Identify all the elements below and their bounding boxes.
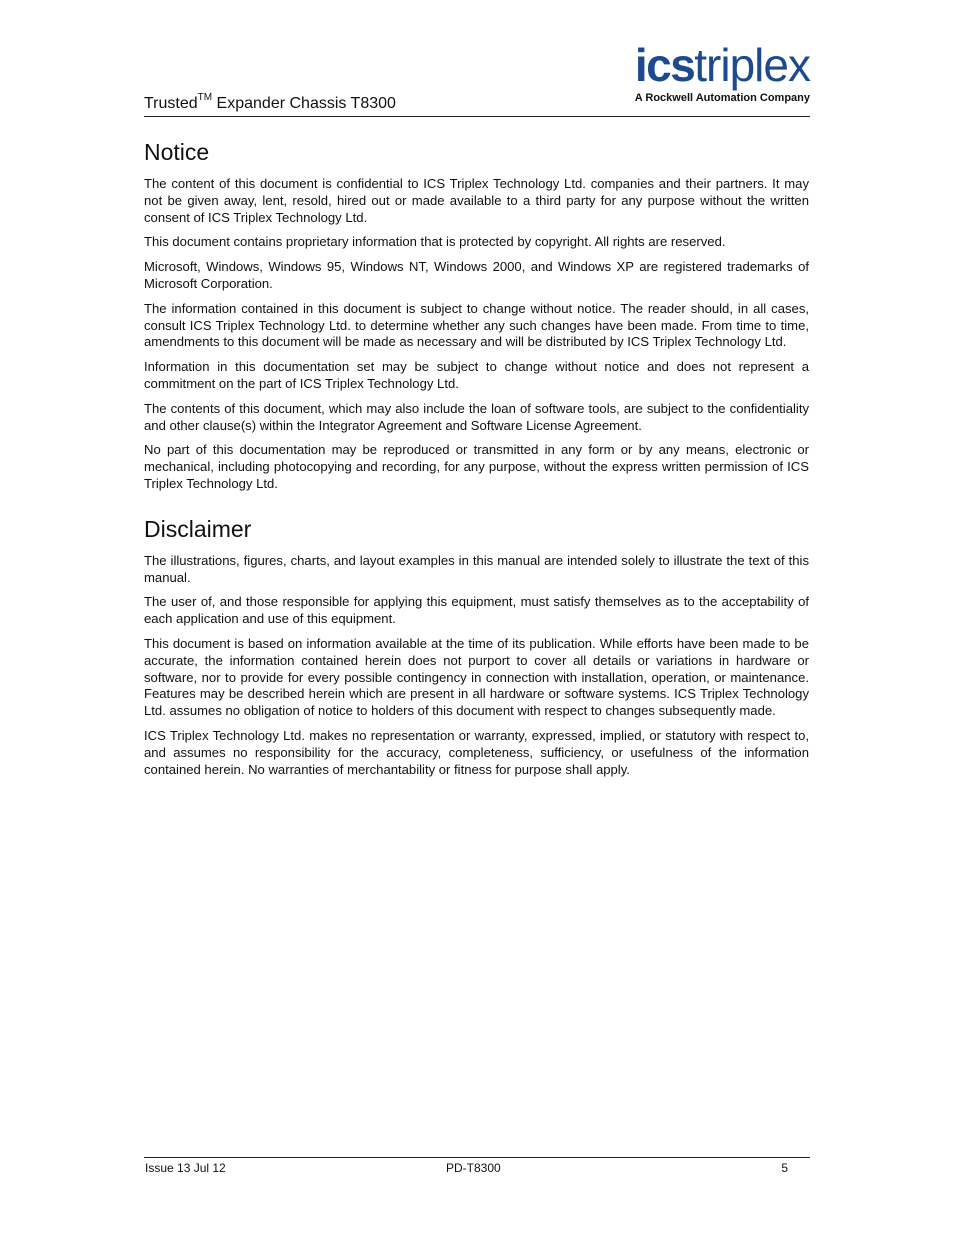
footer-page-number: 5	[781, 1161, 788, 1175]
notice-paragraph: The information contained in this document is subject to change without notice. The reader should, in all cases, consult ICS Triplex Technology Ltd. to determine whether any such changes have been made. From time to time, amendments to this document will be made as necessary and will be distributed by ICS Triplex Technology Ltd.	[144, 300, 809, 350]
notice-paragraph: This document contains proprietary information that is protected by copyright. All rights are reserved.	[144, 234, 726, 250]
logo-triplex-text: triplex	[694, 39, 810, 91]
page-content	[144, 138, 809, 786]
notice-paragraph: The contents of this document, which may also include the loan of software tools, are subject to the confidentiality and other clause(s) within the Integrator Agreement and Software License Agreement.	[144, 400, 809, 433]
title-prefix: Trusted	[144, 95, 198, 112]
disclaimer-heading: Disclaimer	[144, 515, 252, 542]
disclaimer-paragraph: The illustrations, figures, charts, and layout examples in this manual are intended solely to illustrate the text of this manual.	[144, 552, 809, 585]
page-footer	[144, 1157, 810, 1178]
page-header	[144, 40, 810, 117]
trademark-superscript: TM	[197, 92, 213, 103]
logo-ics-text: ics	[634, 39, 695, 91]
disclaimer-paragraph: The user of, and those responsible for applying this equipment, must satisfy themselves as to the acceptability of each application and use of this equipment.	[144, 594, 809, 627]
notice-heading: Notice	[144, 139, 210, 165]
disclaimer-paragraph: This document is based on information available at the time of its publication. While efforts have been made to be accurate, the information contained herein does not purport to cover all details or variations in hardware or software, nor to provide for every possible contingency in connection with installation, operation, or maintenance. Features may be described herein which are present in all hardware or software systems. ICS Triplex Technology Ltd. assumes no obligation of notice to holders of this document with respect to changes subsequently made.	[144, 635, 809, 719]
document-title	[144, 92, 396, 113]
section-spacer	[144, 501, 809, 515]
footer-document-id: PD-T8300	[446, 1161, 501, 1175]
notice-paragraph: Microsoft, Windows, Windows 95, Windows NT, Windows 2000, and Windows XP are registered trademarks of Microsoft Corporation.	[144, 259, 809, 291]
footer-issue-date: Issue 13 Jul 12	[145, 1161, 226, 1175]
logo-tagline: A Rockwell Automation Company	[634, 92, 810, 104]
notice-paragraph: No part of this documentation may be reproduced or transmitted in any form or by any means, electronic or mechanical, including photocopying and recording, for any purpose, without the express written permission of ICS Triplex Technology Ltd.	[144, 442, 809, 491]
logo-wordmark	[598, 40, 810, 90]
notice-paragraph: The content of this document is confidential to ICS Triplex Technology Ltd. companies and their partners. It may not be given away, lent, resold, hired out or made available to a third party for any purpose without the written consent of ICS Triplex Technology Ltd.	[144, 176, 809, 225]
notice-paragraph: Information in this documentation set may be subject to change without notice and does not represent a commitment on the part of ICS Triplex Technology Ltd.	[144, 359, 809, 391]
disclaimer-paragraph: ICS Triplex Technology Ltd. makes no representation or warranty, expressed, implied, or statutory with respect to, and assumes no responsibility for the accuracy, completeness, sufficiency, or usefulness of the information contained herein. No warranties of merchantability or fitness for purpose shall apply.	[144, 727, 809, 777]
ics-triplex-logo	[598, 40, 810, 110]
title-suffix: Expander Chassis T8300	[212, 95, 396, 112]
